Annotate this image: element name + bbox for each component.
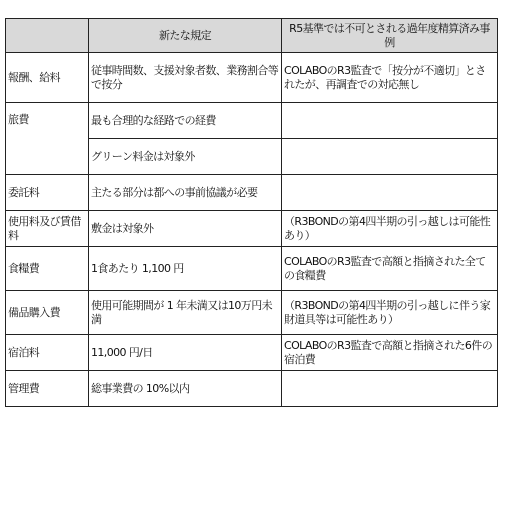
row-rule: 11,000 円/日 bbox=[89, 335, 282, 371]
row-rule: 総事業費の 10%以内 bbox=[89, 371, 282, 407]
row-rule: 最も合理的な経路での経費 bbox=[89, 103, 282, 139]
row-case: （R3BONDの第4四半期の引っ越しは可能性あり） bbox=[282, 211, 498, 247]
header-category bbox=[6, 19, 89, 53]
header-past-cases: R5基準では不可とされる過年度精算済み事例 bbox=[282, 19, 498, 53]
table-row bbox=[6, 371, 498, 407]
row-category: 使用料及び賃借料 bbox=[6, 211, 89, 247]
table-row bbox=[6, 211, 498, 247]
row-rule: 1食あたり 1,100 円 bbox=[89, 247, 282, 291]
table-row bbox=[6, 175, 498, 211]
row-category: 宿泊料 bbox=[6, 335, 89, 371]
row-case bbox=[282, 139, 498, 175]
row-case bbox=[282, 175, 498, 211]
row-category: 備品購入費 bbox=[6, 291, 89, 335]
row-case bbox=[282, 371, 498, 407]
row-category: 食糧費 bbox=[6, 247, 89, 291]
rules-table bbox=[5, 18, 498, 407]
table-row bbox=[6, 291, 498, 335]
row-case: COLABOのR3監査で高額と指摘された全ての食糧費 bbox=[282, 247, 498, 291]
row-case: COLABOのR3監査で高額と指摘された6件の宿泊費 bbox=[282, 335, 498, 371]
row-category: 旅費 bbox=[6, 103, 89, 175]
table-row bbox=[6, 53, 498, 103]
table-header-row bbox=[6, 19, 498, 53]
row-category: 報酬、給料 bbox=[6, 53, 89, 103]
row-rule: 主たる部分は都への事前協議が必要 bbox=[89, 175, 282, 211]
row-category: 委託料 bbox=[6, 175, 89, 211]
row-rule: 敷金は対象外 bbox=[89, 211, 282, 247]
row-rule: 従事時間数、支援対象者数、業務割合等で按分 bbox=[89, 53, 282, 103]
row-case: COLABOのR3監査で「按分が不適切」とされたが、再調査での対応無し bbox=[282, 53, 498, 103]
row-rule: 使用可能期間が 1 年未満又は10万円未満 bbox=[89, 291, 282, 335]
row-case bbox=[282, 103, 498, 139]
table-row bbox=[6, 335, 498, 371]
row-case: （R3BONDの第4四半期の引っ越しに伴う家財道具等は可能性あり） bbox=[282, 291, 498, 335]
table-row bbox=[6, 103, 498, 139]
row-category: 管理費 bbox=[6, 371, 89, 407]
header-new-rule: 新たな規定 bbox=[89, 19, 282, 53]
table-row bbox=[6, 247, 498, 291]
row-rule: グリーン料金は対象外 bbox=[89, 139, 282, 175]
